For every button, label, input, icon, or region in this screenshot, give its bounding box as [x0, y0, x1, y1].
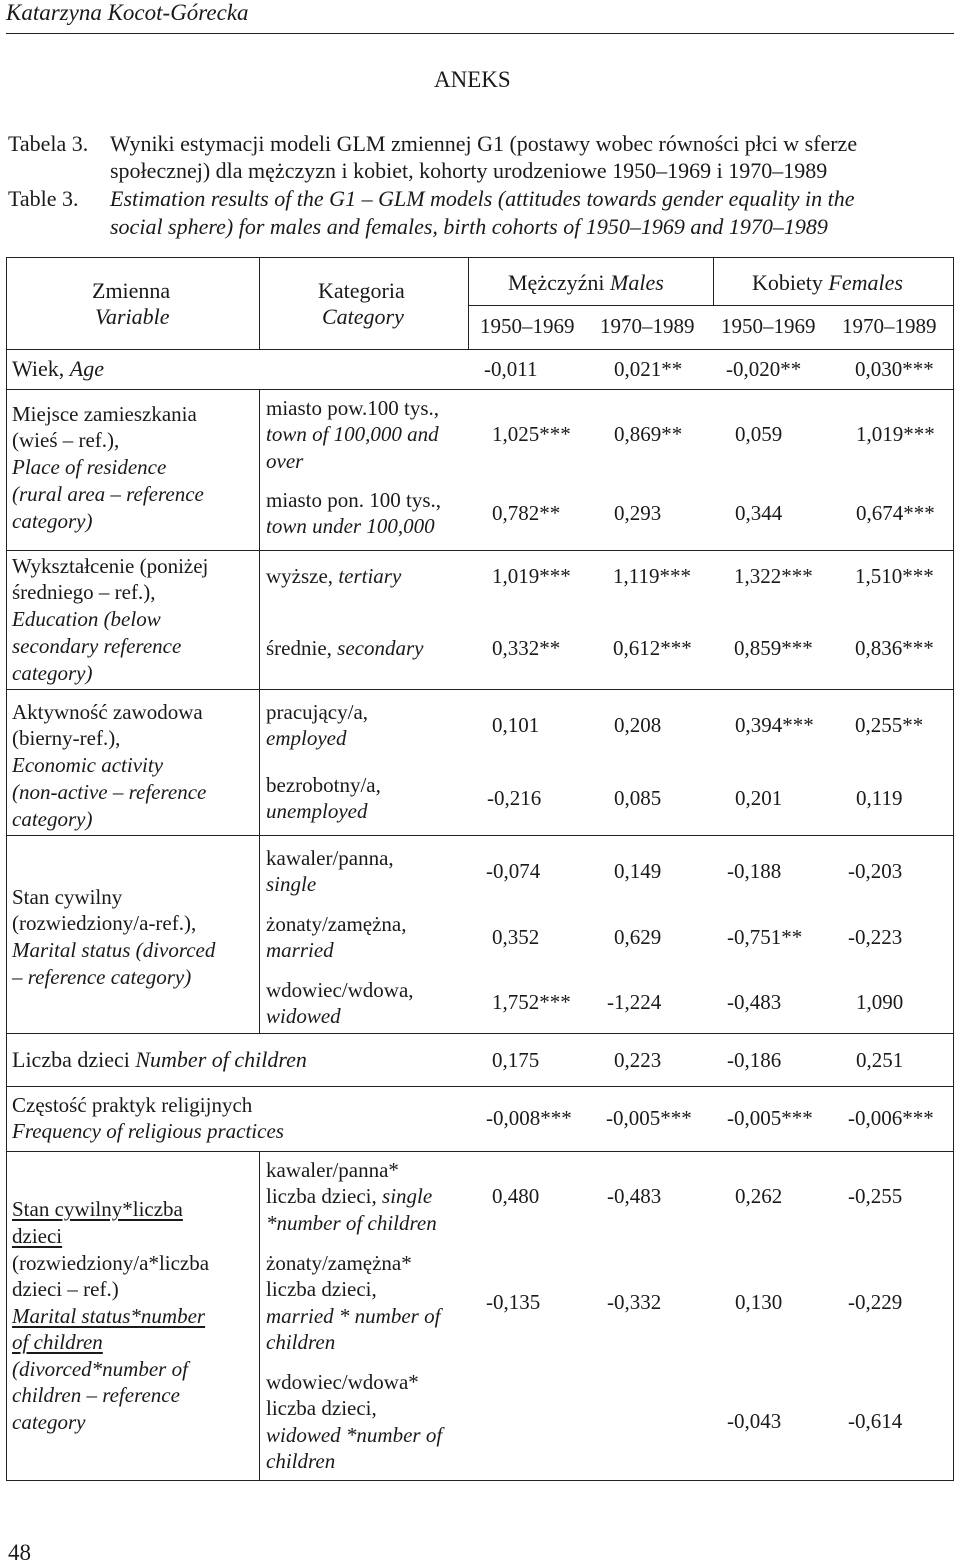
row-label: category) — [12, 661, 93, 685]
table-cell: 1,119*** — [613, 564, 691, 588]
row-label: dzieci – ref.) — [12, 1277, 119, 1301]
category-label: town under 100,000 — [266, 514, 435, 538]
header-variable-en: Variable — [95, 304, 170, 329]
table-cell: 0,344 — [735, 501, 783, 525]
row-label: Stan cywilny*liczba — [12, 1197, 183, 1221]
table-cell: 0,262 — [735, 1184, 783, 1208]
category-label: children — [266, 1449, 336, 1473]
table-cell: 1,019*** — [492, 564, 571, 588]
category-label: single — [266, 872, 317, 896]
row-label: Frequency of religious practices — [12, 1119, 284, 1143]
table-cell: -0,186 — [727, 1048, 782, 1072]
row-label: category — [12, 1410, 86, 1434]
table-cell: 0,782** — [492, 501, 561, 525]
row-label: Marital status*number — [12, 1304, 206, 1328]
table-cell: 0,208 — [614, 713, 662, 737]
row-label: (rural area – reference — [12, 482, 204, 506]
row-label: children – reference — [12, 1383, 180, 1407]
category-label: wdowiec/wdowa* — [266, 1370, 419, 1394]
category-label: unemployed — [266, 799, 368, 823]
category-label: widowed — [266, 1004, 341, 1028]
table-cell: -0,006*** — [848, 1106, 934, 1130]
category-label: *number of children — [266, 1211, 437, 1235]
caption-en-line1: Estimation results of the G1 – GLM models (attitudes towards gender equality in the — [110, 186, 855, 211]
table-cell: 0,149 — [614, 859, 662, 883]
row-label: (wieś – ref.), — [12, 428, 120, 452]
row-label: category) — [12, 509, 93, 533]
row-label: Aktywność zawodowa — [12, 700, 203, 724]
table-cell: 1,025*** — [492, 422, 571, 446]
category-label: liczba dzieci, — [266, 1277, 377, 1301]
table-cell: 1,090 — [856, 990, 904, 1014]
header-variable-pl: Zmienna — [92, 278, 171, 303]
header-cohort: 1970–1989 — [600, 314, 695, 338]
row-label: category) — [12, 807, 93, 831]
category-label: pracujący/a, — [266, 700, 369, 724]
category-label: over — [266, 449, 304, 473]
table-cell: -0,020** — [726, 357, 802, 381]
row-label: Miejsce zamieszkania — [12, 402, 197, 426]
table-cell: 0,119 — [856, 786, 903, 810]
table-cell: -0,203 — [848, 859, 903, 883]
table-cell: 1,752*** — [492, 990, 571, 1014]
table-cell: -0,483 — [727, 990, 782, 1014]
table-cell: -0,135 — [486, 1290, 541, 1314]
table-cell: -0,188 — [727, 859, 782, 883]
table-cell: -0,008*** — [486, 1106, 572, 1130]
header-males: Mężczyźni Males — [508, 270, 664, 295]
row-label: (divorced*number of — [12, 1357, 188, 1381]
table-cell: 0,130 — [735, 1290, 783, 1314]
category-label: wdowiec/wdowa, — [266, 978, 414, 1002]
row-label: Stan cywilny — [12, 885, 123, 909]
header-cohort: 1950–1969 — [480, 314, 575, 338]
row-label: Marital status (divorced — [12, 938, 216, 962]
table-cell: 0,175 — [492, 1048, 540, 1072]
row-label: of children — [12, 1330, 103, 1354]
table-cell: 0,030*** — [855, 357, 934, 381]
row-label: Education (below — [12, 607, 161, 631]
table-cell: -0,074 — [486, 859, 541, 883]
table-frame — [6, 257, 954, 1481]
header-cohort: 1950–1969 — [721, 314, 816, 338]
table-cell: 0,251 — [856, 1048, 904, 1072]
category-label: town of 100,000 and — [266, 422, 439, 446]
category-label: liczba dzieci, — [266, 1396, 377, 1420]
category-label: employed — [266, 726, 347, 750]
caption-pl-label: Tabela 3. — [8, 131, 89, 156]
table-cell: 0,859*** — [734, 636, 813, 660]
category-label: liczba dzieci, single — [266, 1184, 433, 1208]
row-label-age: Wiek, Age — [12, 356, 104, 381]
table-cell: 0,223 — [614, 1048, 662, 1072]
table-cell: -0,216 — [487, 786, 542, 810]
table-cell: -0,043 — [727, 1409, 782, 1433]
row-label: (rozwiedziony/a-ref.), — [12, 911, 197, 935]
table-cell: 0,021** — [614, 357, 683, 381]
category-label: miasto pow.100 tys., — [266, 396, 440, 420]
category-label: bezrobotny/a, — [266, 773, 381, 797]
row-label: Place of residence — [12, 455, 167, 479]
header-cohort: 1970–1989 — [842, 314, 937, 338]
table-cell: -0,255 — [848, 1184, 903, 1208]
table-cell: 1,322*** — [734, 564, 813, 588]
row-label: Wykształcenie (poniżej — [12, 554, 209, 578]
table-cell: -0,223 — [848, 925, 903, 949]
table-cell: 0,480 — [492, 1184, 540, 1208]
running-header: Katarzyna Kocot-Górecka — [6, 0, 249, 25]
table-cell: 0,629 — [614, 925, 662, 949]
table-cell: -0,005*** — [606, 1106, 692, 1130]
category-label: wyższe, tertiary — [266, 564, 402, 588]
row-label: (bierny-ref.), — [12, 726, 121, 750]
header-category-pl: Kategoria — [318, 278, 405, 303]
table-cell: -0,332 — [607, 1290, 662, 1314]
row-label: Częstość praktyk religijnych — [12, 1093, 253, 1117]
caption-pl-line1: Wyniki estymacji modeli GLM zmiennej G1 (postawy wobec równości płci w sferze — [110, 131, 858, 156]
table-cell: 0,836*** — [855, 636, 934, 660]
caption-pl-line2: społecznej) dla mężczyzn i kobiet, kohorty urodzeniowe 1950–1969 i 1970–1989 — [110, 158, 828, 183]
table-cell: -0,614 — [848, 1409, 903, 1433]
table-cell: 0,674*** — [856, 501, 935, 525]
table-cell: 0,612*** — [613, 636, 692, 660]
table-cell: 0,201 — [735, 786, 783, 810]
category-label: widowed *number of — [266, 1423, 443, 1447]
category-label: żonaty/zamężna* — [266, 1251, 412, 1275]
category-label: married * number of — [266, 1304, 441, 1328]
row-label: (rozwiedziony/a*liczba — [12, 1251, 210, 1275]
table-cell: -0,483 — [607, 1184, 662, 1208]
header-category-en: Category — [322, 304, 404, 329]
table-cell: 0,394*** — [735, 713, 814, 737]
row-label: (non-active – reference — [12, 780, 207, 804]
page-number: 48 — [8, 1540, 31, 1565]
header-rule — [6, 33, 954, 34]
table-cell: -0,751** — [727, 925, 803, 949]
row-label: Economic activity — [12, 753, 164, 777]
category-label: żonaty/zamężna, — [266, 912, 407, 936]
table-cell: 0,352 — [492, 925, 540, 949]
category-label: kawaler/panna, — [266, 846, 394, 870]
table-cell: -0,229 — [848, 1290, 903, 1314]
table-cell: -0,011 — [484, 357, 538, 381]
category-label: średnie, secondary — [266, 636, 424, 660]
table-cell: 0,332** — [492, 636, 561, 660]
table-cell: 0,085 — [614, 786, 662, 810]
table-cell: -1,224 — [607, 990, 662, 1014]
header-females: Kobiety Females — [752, 270, 903, 295]
table-cell: 0,255** — [855, 713, 924, 737]
caption-en-line2: social sphere) for males and females, birth cohorts of 1950–1969 and 1970–1989 — [110, 214, 828, 239]
row-label: – reference category) — [12, 965, 192, 989]
row-label-children: Liczba dzieci Number of children — [12, 1047, 307, 1072]
category-label: miasto pon. 100 tys., — [266, 488, 442, 512]
row-label: średniego – ref.), — [12, 580, 156, 604]
table-cell: 1,019*** — [856, 422, 935, 446]
table-cell: -0,005*** — [727, 1106, 813, 1130]
table-cell: 0,869** — [614, 422, 683, 446]
section-title: ANEKS — [434, 67, 511, 92]
table-cell: 0,293 — [614, 501, 662, 525]
table-cell: 0,101 — [492, 713, 540, 737]
category-label: kawaler/panna* — [266, 1158, 399, 1182]
row-label: dzieci — [12, 1224, 63, 1248]
category-label: married — [266, 938, 334, 962]
row-label: secondary reference — [12, 634, 182, 658]
table-cell: 0,059 — [735, 422, 783, 446]
table-cell: 1,510*** — [855, 564, 934, 588]
category-label: children — [266, 1330, 336, 1354]
caption-en-label: Table 3. — [8, 186, 79, 211]
